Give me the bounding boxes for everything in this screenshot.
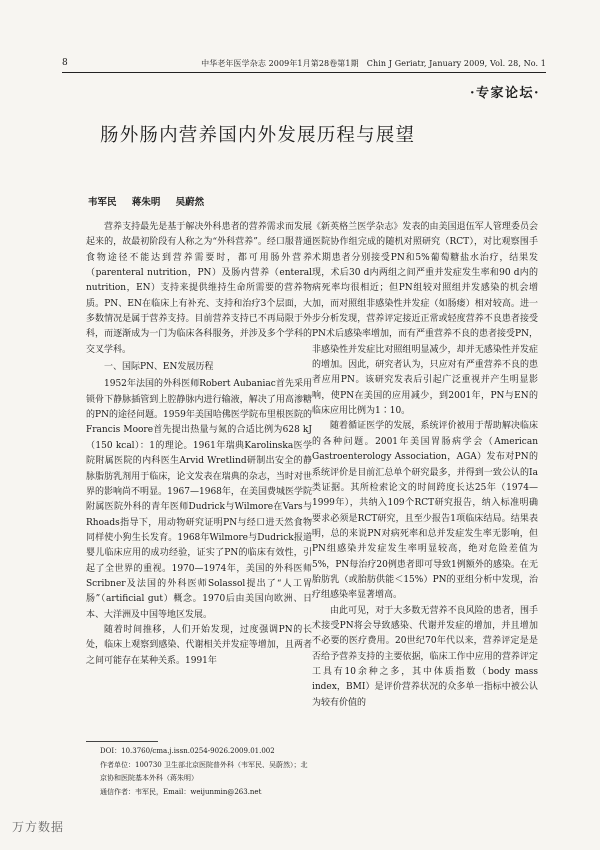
body-paragraph: 随着时间推移，人们开始发现，过度强调PN的长处，临床上观察到感染、代谢相关并发症等增加，且两者之间可能存在某种关系。1991年: [86, 624, 312, 666]
author-list: [88, 194, 204, 208]
page-number: 8: [62, 58, 68, 68]
author-name: 韦军民: [88, 197, 117, 208]
header-rule: [62, 72, 546, 73]
body-paragraph: 1952年法国的外科医师Robert Aubaniac首先采用锁骨下静脉插管到上腔静脉内进行输液，解决了用高渗糖的PN的途径问题。1959年美国哈佛医学院布里根医院的Francis Moore首先提出热量与氮的合适比例为628 kJ（150 kcal）：1的理论。1961年瑞典Karolinska医学院附属医院的内科医生Arvid Wretlind研制出安全的静脉脂肪乳剂用于临床，论文发表在瑞典的杂志，当时对世界的影响尚不明显。1967—1968年，在美国费城医学院附属医院外科的青年医师Dudrick与Wilmore在Vars与Rhoads指导下，用动物研究证明PN与经口进天然食物同样使小狗生长发育。1968年Wilmore与Dudrick报道婴儿临床应用的成功经验，证实了PN的临床有效性，引起了全世界的重视。1970—1974年，美国的外科医师Scribner及法国的外科医师Solassol提出了“人工胃肠”（artificial gut）概念。1970后由美国向欧洲、日本、大洋洲及中国等地区发展。: [86, 379, 312, 620]
footnotes: [100, 745, 310, 799]
running-head: 中华老年医学杂志 2009年1月第28卷第1期 Chin J Geriatr, January 2009, Vol. 28, No. 1: [201, 59, 546, 68]
correspondence: 通信作者：韦军民，Email：weijunmin@263.net: [100, 787, 262, 796]
author-name: 吴蔚然: [175, 197, 205, 208]
body-paragraph: 随着循证医学的发展，系统评价被用于帮助解决临床的各种问题。2001年美国胃肠病学会（American Gastroenterology Association，AGA）发布对PN的系统评价是目前汇总单个研究最多，并得到一致公认的Ⅰa类证据。其所检索论文的时间跨度长达25年（1974—1999年），共纳入109个RCT研究报告，纳入标准明确要求必须是RCT研究，且至少报告1项临床结局。结果表明，总的来说PN对病死率和总并发症发生率无影响，但PN组感染并发症发生率明显较高，绝对危险差值为5%，PN每治疗20例患者即可导致1例额外的感染。在无胎肪乳（或胎肪供能＜15%）PN的亚组分析中发现，治疗组感染率显著增高。: [312, 421, 538, 601]
body-paragraph: 由此可见，对于大多数无营养不良风险的患者，围手术接受PN将会导致感染、代谢并发症的增加，并且增加不必要的医疗费用。20世纪70年代以来，营养评定是是否给予营养支持的主要依据，临床工作中应用的营养评定工具有10余种之多，其中体质指数（body mass index，BMI）是评价营养状况的众多单一指标中被公认为较有价值的: [312, 605, 538, 708]
affiliation: 作者单位：100730 卫生部北京医院普外科（韦军民、吴蔚然）；北京协和医院基本外科（蒋朱明）: [100, 760, 308, 782]
author-name: 蒋朱明: [131, 197, 161, 208]
body-paragraph: 《新英格兰医学杂志》发表的由美国退伍军人管理委员会医院协作组完成的随机对照研究（RCT），对比观察围手术期患者分别接受PN和5%葡萄糖盐水治疗，结果发现，术后30 d内两组之间严重并发症发生率和90 d内的病死率均很相近；但PN组较对照组并发感染的机会增加，而对照组非感染性并发症（如肠瘘）相对较高。进一步分析发现，营养评定接近正常或轻度营养不良患者接受PN术后感染率增加，而有严重营养不良的患者接受PN，非感染性并发症比对照组明显减少，却并无感染性并发症的增加。因此，研究者认为，只应对有严重营养不良的患者应用PN。该研究发表后引起广泛重视并产生明显影响，使PN在美国的应用减少，到2001年，PN与EN的临床应用比例为1∶10。: [312, 222, 538, 417]
footnote-separator: [86, 741, 158, 742]
section-heading: 一、国际PN、EN发展历程: [104, 362, 214, 373]
intro-paragraph: 营养支持最先是基于解决外科患者的营养需求而发展起来的，故最初阶段有人称之为“外科营养”。经口服普通食物途径不能达到营养需要时，都可用肠外营养（parenteral nutrition，PN）及肠内营养（enteral nutrition，EN）支持来提供维持生命所需要的营养物质。PN、EN在临床上有补充、支持和治疗3个层面，大多数情况是属于营养支持。目前营养支持已不再局限于外科，而逐渐成为一门为临床各科服务，并涉及多个学科的交叉学科。: [86, 222, 312, 355]
left-column: [86, 220, 312, 669]
right-column: [312, 220, 538, 711]
watermark: 万方数据: [12, 820, 65, 834]
article-title: 肠外肠内营养国内外发展历程与展望: [100, 125, 416, 146]
section-label: ·专家论坛·: [469, 86, 540, 101]
doi: DOI：10.3760/cma.j.issn.0254-9026.2009.01.002: [100, 747, 275, 755]
